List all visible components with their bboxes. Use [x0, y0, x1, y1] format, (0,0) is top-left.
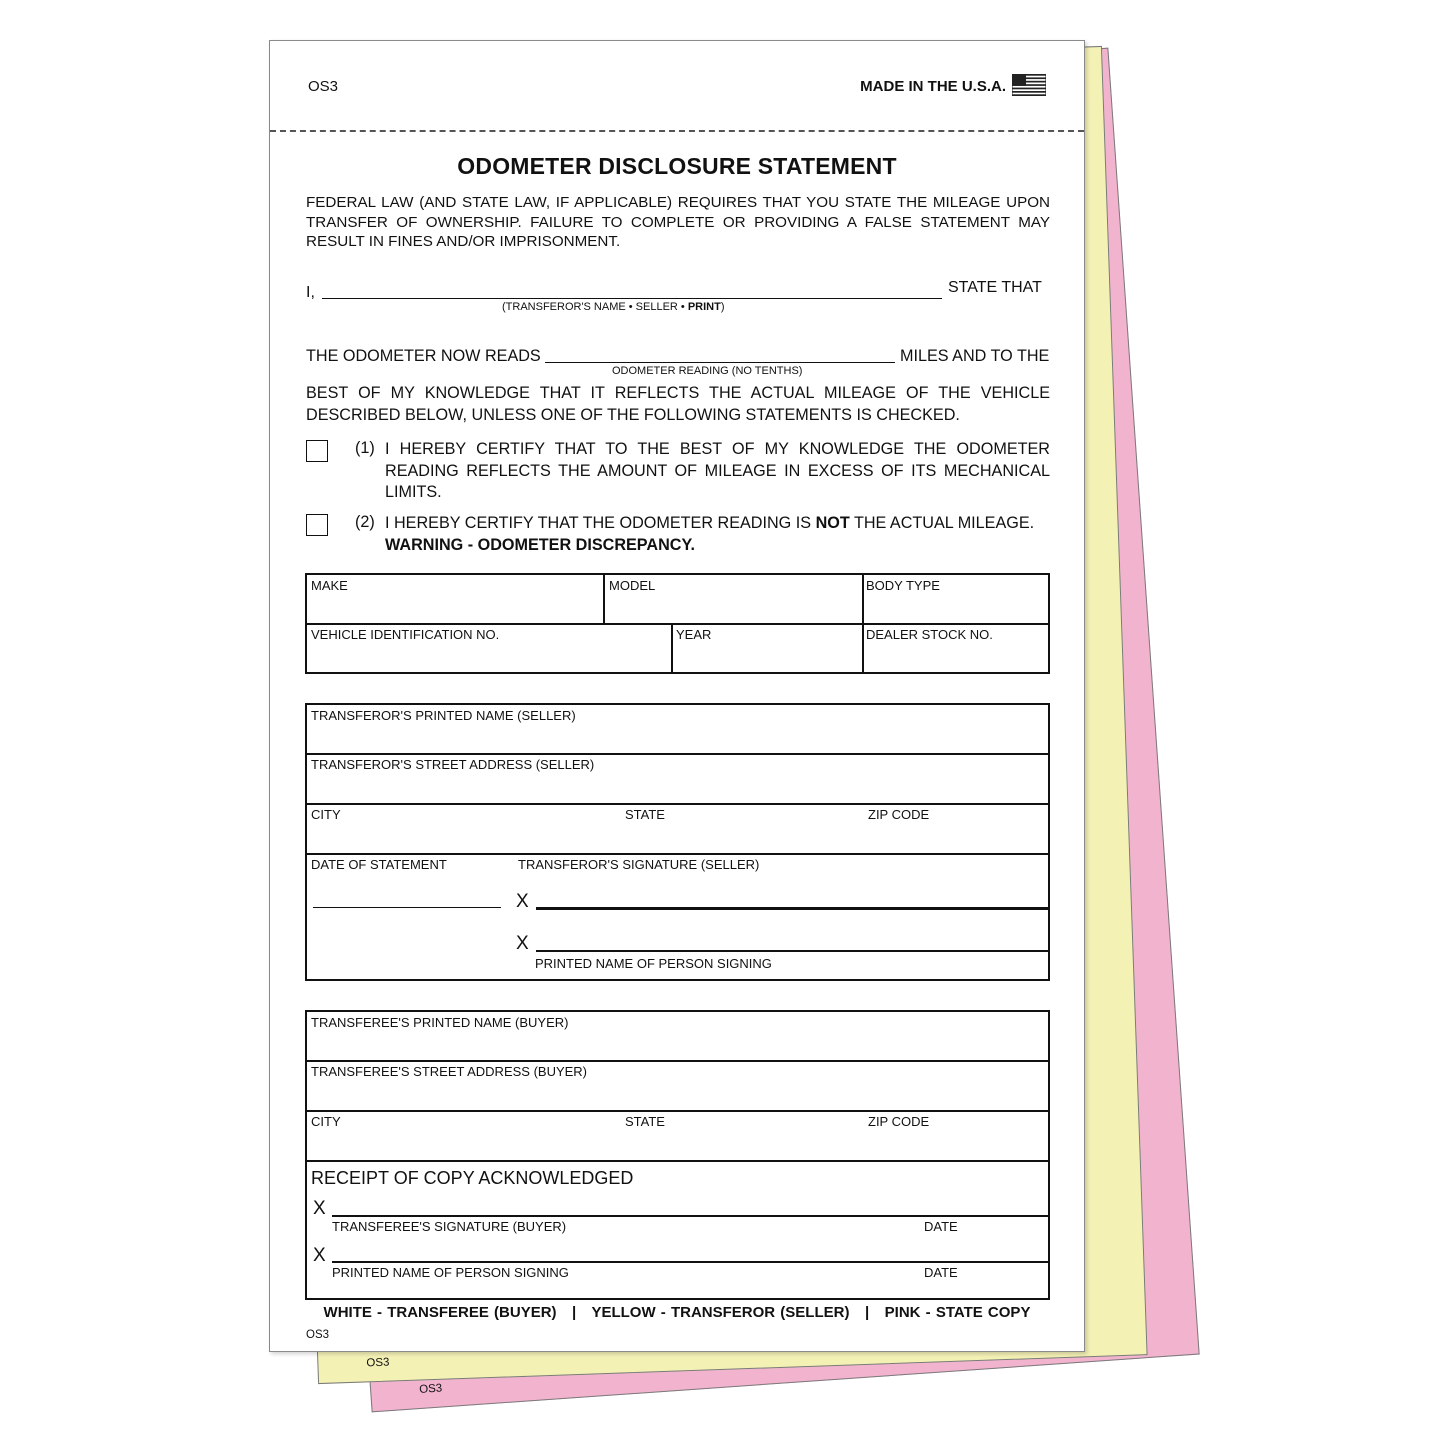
seller-printed-x: X: [516, 933, 529, 954]
statement-1-checkbox[interactable]: [306, 440, 328, 462]
make-field[interactable]: MAKE: [311, 578, 348, 593]
transferor-name-hint: (TRANSFEROR'S NAME • SELLER • PRINT): [502, 301, 725, 313]
made-in-usa: MADE IN THE U.S.A.: [860, 78, 1006, 95]
odometer-prefix: THE ODOMETER NOW READS: [306, 347, 541, 365]
footer-form-code: OS3: [306, 1329, 330, 1341]
state-that-label: STATE THAT: [948, 279, 1042, 296]
white-copy-sheet: [269, 40, 1085, 1352]
form-title: ODOMETER DISCLOSURE STATEMENT: [457, 153, 897, 179]
seller-printed-name-field[interactable]: TRANSFEROR'S PRINTED NAME (SELLER): [311, 708, 576, 723]
buyer-signature-date-label: DATE: [924, 1219, 958, 1234]
buyer-city-field[interactable]: CITY: [311, 1114, 341, 1129]
date-of-statement-line[interactable]: [313, 907, 501, 908]
seller-signature-line[interactable]: [536, 907, 1048, 909]
seller-state-field[interactable]: STATE: [625, 807, 665, 822]
buyer-printed-signing-label: PRINTED NAME OF PERSON SIGNING: [332, 1265, 569, 1280]
seller-city-field[interactable]: CITY: [311, 807, 341, 822]
seller-printed-signing-line[interactable]: [536, 950, 1048, 952]
yellow-form-code: OS3: [366, 1356, 390, 1370]
buyer-printed-signing-line[interactable]: [332, 1261, 1048, 1263]
vin-field[interactable]: VEHICLE IDENTIFICATION NO.: [311, 627, 500, 642]
discrepancy-warning: WARNING - ODOMETER DISCREPANCY.: [385, 535, 695, 554]
buyer-signature-x: X: [313, 1198, 326, 1219]
seller-signature-x: X: [516, 891, 529, 912]
transferor-name-line[interactable]: [322, 298, 942, 299]
seller-street-field[interactable]: TRANSFEROR'S STREET ADDRESS (SELLER): [311, 757, 595, 772]
odometer-reading-line[interactable]: [545, 362, 895, 363]
seller-printed-signing-label: PRINTED NAME OF PERSON SIGNING: [535, 956, 772, 971]
year-field[interactable]: YEAR: [676, 627, 712, 642]
body-type-field[interactable]: BODY TYPE: [866, 578, 940, 593]
perforation-line: [270, 130, 1084, 132]
buyer-printed-date-label: DATE: [924, 1265, 958, 1280]
us-flag-icon: [1012, 74, 1046, 96]
date-of-statement-label: DATE OF STATEMENT: [311, 857, 447, 872]
buyer-zip-field[interactable]: ZIP CODE: [868, 1114, 930, 1129]
seller-info-box: [305, 703, 1050, 981]
odometer-hint: ODOMETER READING (NO TENTHS): [612, 365, 803, 377]
seller-signature-label: TRANSFEROR'S SIGNATURE (SELLER): [518, 857, 760, 872]
buyer-street-field[interactable]: TRANSFEREE'S STREET ADDRESS (BUYER): [311, 1064, 588, 1079]
statement-1-number: (1): [355, 439, 375, 457]
pink-form-code: OS3: [418, 1382, 443, 1396]
statement-2-checkbox[interactable]: [306, 514, 328, 536]
buyer-info-box: [305, 1010, 1050, 1300]
form-code: OS3: [308, 78, 339, 95]
buyer-signature-line[interactable]: [332, 1215, 1048, 1217]
intro-paragraph: FEDERAL LAW (AND STATE LAW, IF APPLICABLE) REQUIRES THAT YOU STATE THE MILEAGE UPON TRANSFER OF OWNERSHIP. FAILURE TO COMPLETE OR PROVIDING A FALSE STATEMENT MAY RESULT IN FINES AND/OR IMPRISONMENT.: [306, 194, 1050, 250]
dealer-stock-field[interactable]: DEALER STOCK NO.: [866, 627, 993, 642]
receipt-acknowledged-heading: RECEIPT OF COPY ACKNOWLEDGED: [311, 1168, 634, 1188]
statement-1-text: I HEREBY CERTIFY THAT TO THE BEST OF MY KNOWLEDGE THE ODOMETER READING REFLECTS THE AMOUNT OF MILEAGE IN EXCESS OF ITS MECHANICAL LIMITS.: [385, 440, 1050, 501]
buyer-printed-name-field[interactable]: TRANSFEREE'S PRINTED NAME (BUYER): [311, 1015, 569, 1030]
knowledge-paragraph: BEST OF MY KNOWLEDGE THAT IT REFLECTS THE ACTUAL MILEAGE OF THE VEHICLE DESCRIBED BELOW, UNLESS ONE OF THE FOLLOWING STATEMENTS IS CHECKED.: [306, 384, 1050, 424]
model-field[interactable]: MODEL: [609, 578, 656, 593]
buyer-printed-x: X: [313, 1245, 326, 1266]
miles-suffix: MILES AND TO THE: [900, 347, 1050, 365]
vehicle-info-box: [305, 573, 1050, 674]
buyer-state-field[interactable]: STATE: [625, 1114, 665, 1129]
statement-2-number: (2): [355, 513, 375, 531]
copy-distribution-legend: WHITE - TRANSFEREE (BUYER) | YELLOW - TRANSFEROR (SELLER) | PINK - STATE COPY: [323, 1304, 1031, 1321]
seller-zip-field[interactable]: ZIP CODE: [868, 807, 930, 822]
i-prefix: I,: [306, 284, 315, 301]
buyer-signature-label: TRANSFEREE'S SIGNATURE (BUYER): [332, 1219, 567, 1234]
statement-2-text: I HEREBY CERTIFY THAT THE ODOMETER READING IS NOT THE ACTUAL MILEAGE. WARNING - ODOMETER DISCREPANCY.: [385, 514, 1035, 554]
